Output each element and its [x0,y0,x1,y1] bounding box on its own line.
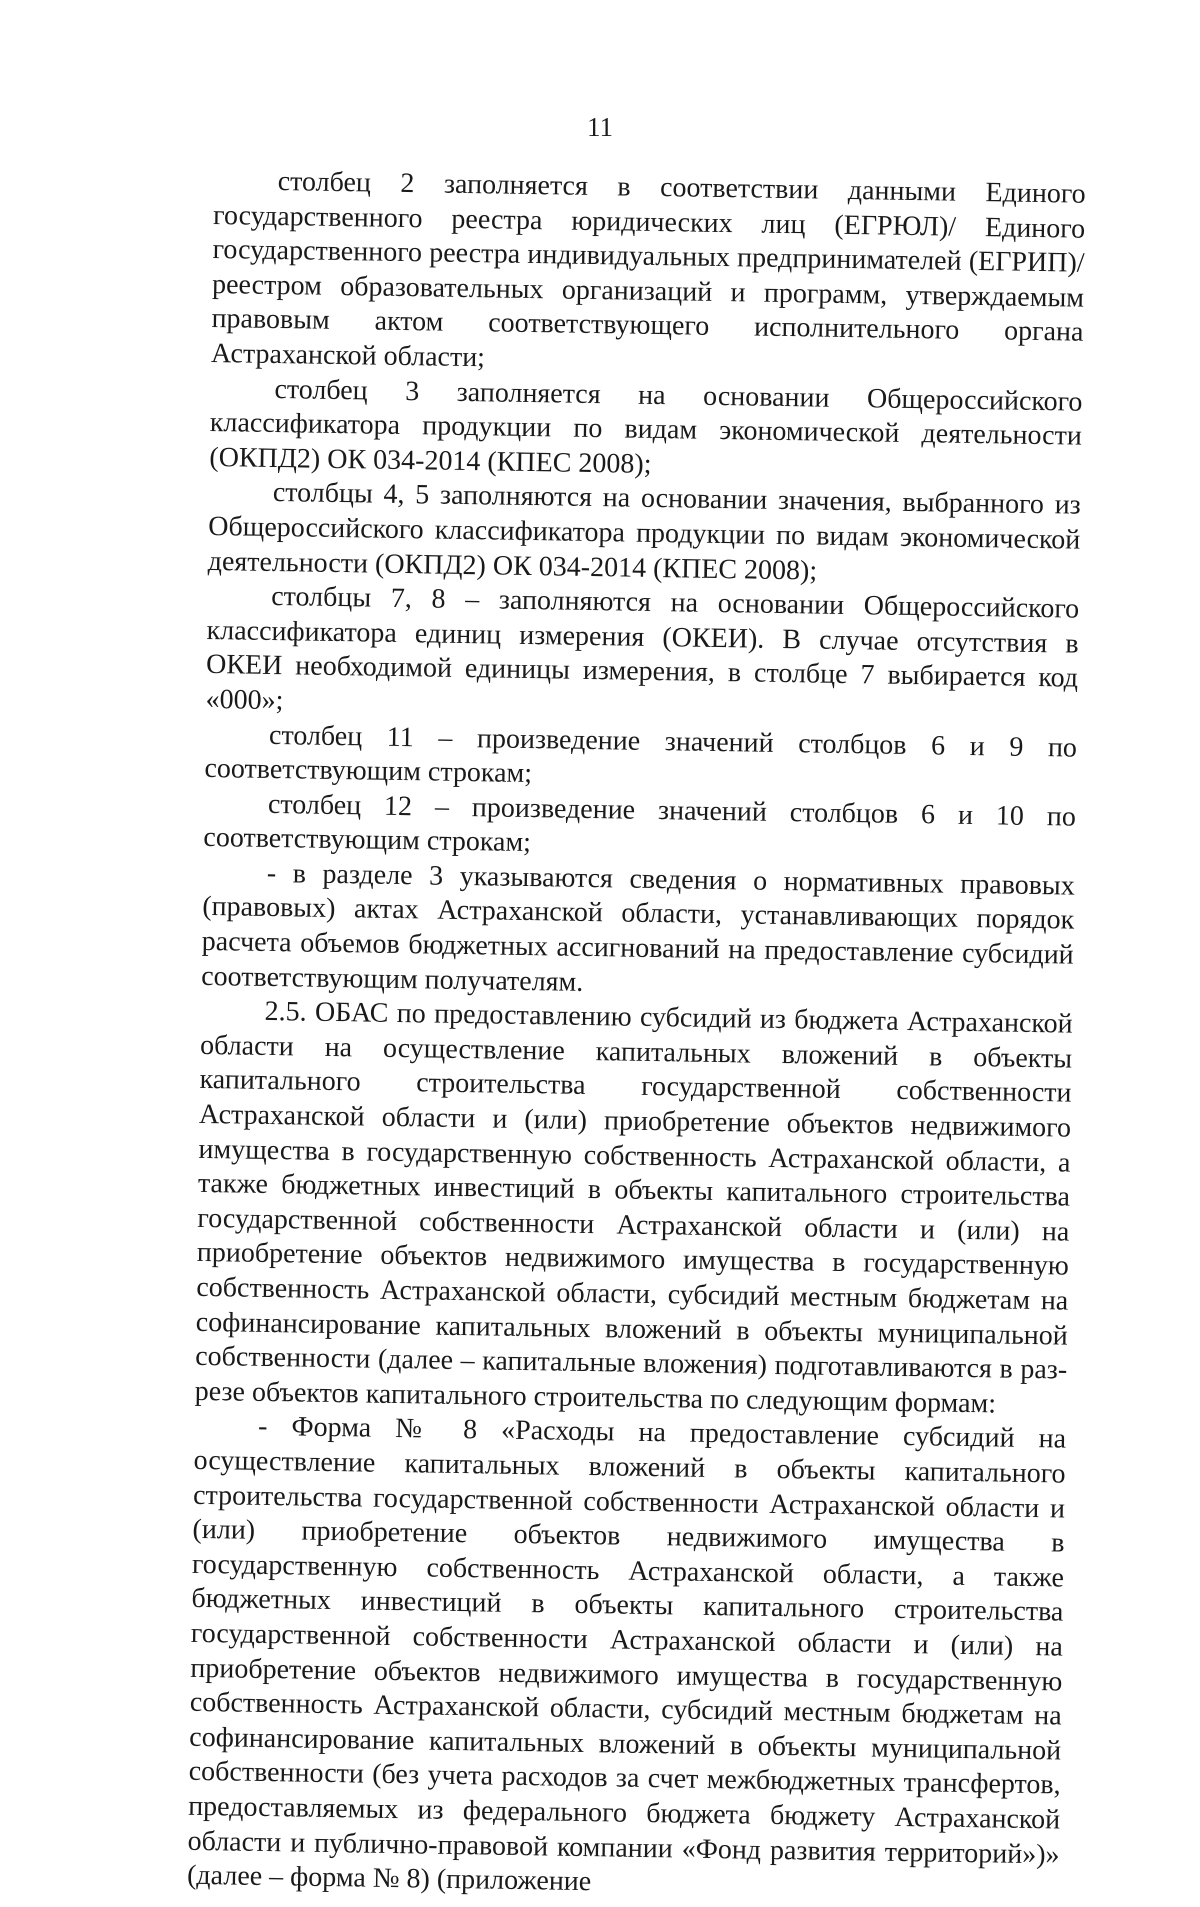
paragraph-column-11: столбец 11 – произведение значений столбцов 6 и 9 по соответствующим строкам; [204,719,1078,790]
document-body [187,164,1086,1907]
paragraph-column-3: столбец 3 заполняется на основании Общероссийского классификатора продукции по видам экономической деятельности (ОКПД2) ОК 034-2014 (КПЕС 2008); [209,373,1083,480]
paragraph-section-3: - в разделе 3 указываются сведения о нормативных правовых (правовых) актах Астраханской области, устанавливающих порядок расчета объемов бюджетных ассигнований на предоставление субсидий соответствующим получателям. [200,857,1076,998]
paragraph-2-5: 2.5. ОБАС по предоставлению субсидий из бюджета Астраханской области на осуществление капитальных вложений в объекты капитального строительства государственной собственности Астраханской области и (или) приобретение объектов недвижимого имущества в государственную собственность Астраханской области, а также бюджетных инвестиций в объекты капитального строительства государственной собственности Астраханской области и (или) на приобретение объектов недвижимого имущества в государственную собственность Астраханской области, субсидий местным бюджетам на софинансирование капитальных вложений в объекты муниципальной собственности (далее – капитальные вложения) подготавливаются в разрезе объектов капитального строительства по следующим формам: [194,996,1073,1420]
paragraph-columns-7-8: столбцы 7, 8 – заполняются на основании Общероссийского классификатора единиц измерения (ОКЕИ). В случае отсутствия в ОКЕИ необходимой единицы измерения, в столбце 7 выбирается код «000»; [205,581,1080,717]
paragraph-columns-4-5: столбцы 4, 5 заполняются на основании значения, выбранного из Общероссийского классификатора продукции по видам экономической деятельности (ОКПД2) ОК 034-2014 (КПЕС 2008); [207,477,1081,587]
paragraph-form-8: - Форма № 8 «Расходы на предоставление субсидий на осуществление капитальных вложений в объекты капитального строительства государственной собственности Астраханской области и (или) приобретение объектов недвижимого имущества в государственную собственность Астраханской области, а также бюджетных инвестиций в объекты капитального строительства государственной собственности Астраханской области и (или) на приобретение объектов недвижимого имущества в государственную собственность Астраханской области, субсидий местным бюджетам на софинансирование капитальных вложений в объекты муниципальной собственности (без учета расходов за счет межбюджетных трансфертов, предоставляемых из федерального бюджета бюджету Астраханской области и публично-правовой компании «Фонд развития территорий»)» (далее – форма № 8) (приложение [186,1411,1067,1898]
page-number: 11 [587,112,613,142]
paragraph-column-2: столбец 2 заполняется в соответствии данными Единого государственного реестра юридических лиц (ЕГРЮЛ)/ Единого государственного реестра индивидуальных предпринимателей (ЕГРИП)/ реестром образовательных организаций и программ, утверждаемым правовым актом соответствующего исполнительного органа Астраханской области; [210,166,1086,374]
paragraph-column-12: столбец 12 – произведение значений столбцов 6 и 10 по соответствующим строкам; [203,788,1077,859]
